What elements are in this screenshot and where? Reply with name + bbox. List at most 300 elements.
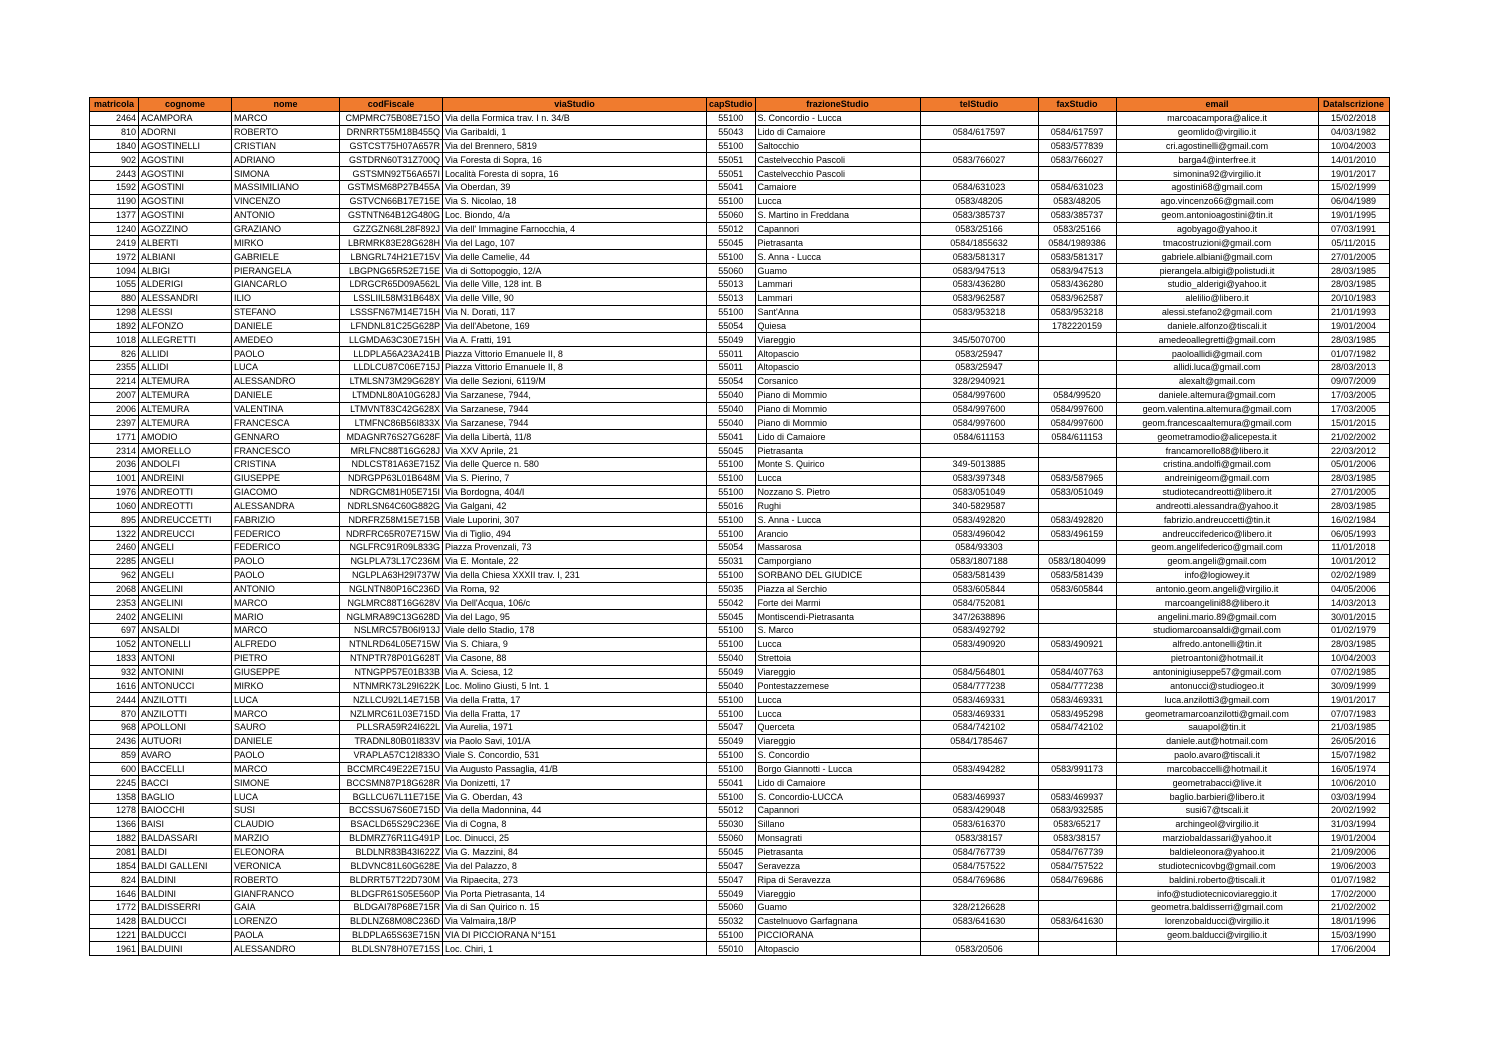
cell-codfiscale[interactable]: PLLSRA59R24I622L	[340, 720, 443, 734]
cell-cognome[interactable]: BALDUCCI	[139, 914, 232, 928]
cell-codfiscale[interactable]: NGLMRA89C13G628D	[340, 610, 443, 624]
cell-dataiscrizione[interactable]: 21/09/2006	[1318, 845, 1389, 859]
cell-frazionestudio[interactable]: Lammari	[755, 277, 920, 291]
cell-frazionestudio[interactable]: Quiesa	[755, 319, 920, 333]
cell-viastudio[interactable]: Via Ripaecita, 273	[443, 873, 707, 887]
cell-codfiscale[interactable]: BLDLSN78H07E715S	[340, 942, 443, 956]
cell-capstudio[interactable]: 55054	[707, 319, 756, 333]
cell-faxstudio[interactable]	[1038, 361, 1116, 375]
cell-nome[interactable]: PAOLO	[232, 347, 340, 361]
cell-nome[interactable]: GIANCARLO	[232, 277, 340, 291]
cell-frazionestudio[interactable]: Pietrasanta	[755, 236, 920, 250]
cell-capstudio[interactable]: 55040	[707, 651, 756, 665]
cell-matricola[interactable]: 1060	[90, 499, 139, 513]
cell-dataiscrizione[interactable]: 19/01/2017	[1318, 167, 1389, 181]
cell-nome[interactable]: GIACOMO	[232, 485, 340, 499]
cell-codfiscale[interactable]: NGLPLA63H29I737W	[340, 568, 443, 582]
cell-nome[interactable]: VALENTINA	[232, 402, 340, 416]
cell-matricola[interactable]: 902	[90, 153, 139, 167]
cell-email[interactable]: alessi.stefano2@gmail.com	[1116, 305, 1318, 319]
cell-nome[interactable]: LUCA	[232, 790, 340, 804]
cell-viastudio[interactable]: Via Sarzanese, 7944	[443, 416, 707, 430]
cell-faxstudio[interactable]: 0583/953218	[1038, 305, 1116, 319]
cell-telstudio[interactable]: 0584/997600	[920, 388, 1038, 402]
cell-nome[interactable]: MASSIMILIANO	[232, 181, 340, 195]
cell-faxstudio[interactable]	[1038, 624, 1116, 638]
cell-telstudio[interactable]: 345/5070700	[920, 333, 1038, 347]
cell-matricola[interactable]: 2007	[90, 388, 139, 402]
cell-nome[interactable]: PIETRO	[232, 651, 340, 665]
cell-viastudio[interactable]: Via della Fratta, 17	[443, 707, 707, 721]
cell-nome[interactable]: DANIELE	[232, 734, 340, 748]
cell-dataiscrizione[interactable]: 02/02/1989	[1318, 568, 1389, 582]
cell-faxstudio[interactable]: 1782220159	[1038, 319, 1116, 333]
cell-frazionestudio[interactable]: SORBANO DEL GIUDICE	[755, 568, 920, 582]
cell-codfiscale[interactable]: LDRGCR65D09A562L	[340, 277, 443, 291]
cell-telstudio[interactable]: 0584/752081	[920, 596, 1038, 610]
cell-frazionestudio[interactable]: Lucca	[755, 471, 920, 485]
cell-dataiscrizione[interactable]: 28/03/1985	[1318, 471, 1389, 485]
cell-cognome[interactable]: AGOSTINI	[139, 208, 232, 222]
cell-telstudio[interactable]	[920, 111, 1038, 125]
cell-dataiscrizione[interactable]: 07/02/1985	[1318, 665, 1389, 679]
cell-viastudio[interactable]: Via Dell'Acqua, 106/c	[443, 596, 707, 610]
cell-cognome[interactable]: ANDREUCCETTI	[139, 513, 232, 527]
cell-matricola[interactable]: 810	[90, 125, 139, 139]
cell-codfiscale[interactable]: NDRFRZ58M15E715B	[340, 513, 443, 527]
cell-faxstudio[interactable]: 0583/962587	[1038, 291, 1116, 305]
cell-frazionestudio[interactable]: Pietrasanta	[755, 444, 920, 458]
cell-cognome[interactable]: BACCI	[139, 776, 232, 790]
cell-viastudio[interactable]: via Paolo Savi, 101/A	[443, 734, 707, 748]
cell-viastudio[interactable]: Via di Cogna, 8	[443, 817, 707, 831]
cell-codfiscale[interactable]: NDRFRC65R07E715W	[340, 527, 443, 541]
cell-cognome[interactable]: ADORNI	[139, 125, 232, 139]
cell-viastudio[interactable]: Viale dello Stadio, 178	[443, 624, 707, 638]
cell-frazionestudio[interactable]: Guamo	[755, 900, 920, 914]
cell-matricola[interactable]: 1377	[90, 208, 139, 222]
cell-codfiscale[interactable]: NTNMRK73L29I622K	[340, 679, 443, 693]
cell-email[interactable]: paolo.avaro@tiscali.it	[1116, 748, 1318, 762]
cell-faxstudio[interactable]: 0583/495298	[1038, 707, 1116, 721]
cell-frazionestudio[interactable]: Castelvecchio Pascoli	[755, 167, 920, 181]
cell-matricola[interactable]: 1854	[90, 859, 139, 873]
cell-email[interactable]: alexalt@gmail.com	[1116, 374, 1318, 388]
cell-nome[interactable]: MIRKO	[232, 679, 340, 693]
cell-telstudio[interactable]: 0583/20506	[920, 942, 1038, 956]
cell-frazionestudio[interactable]: Corsanico	[755, 374, 920, 388]
cell-capstudio[interactable]: 55047	[707, 859, 756, 873]
cell-viastudio[interactable]: Via dell' Immagine Farnocchia, 4	[443, 222, 707, 236]
cell-dataiscrizione[interactable]: 15/03/1990	[1318, 928, 1389, 942]
cell-viastudio[interactable]: Via Galgani, 42	[443, 499, 707, 513]
cell-nome[interactable]: SUSI	[232, 804, 340, 818]
cell-telstudio[interactable]: 0583/953218	[920, 305, 1038, 319]
cell-email[interactable]: susi67@tscali.it	[1116, 804, 1318, 818]
cell-email[interactable]: geom.angeli@gmail.com	[1116, 554, 1318, 568]
cell-telstudio[interactable]: 0584/1855632	[920, 236, 1038, 250]
cell-viastudio[interactable]: Via della Fratta, 17	[443, 693, 707, 707]
cell-codfiscale[interactable]: LTMVNT83C42G628X	[340, 402, 443, 416]
cell-faxstudio[interactable]: 0583/947513	[1038, 264, 1116, 278]
cell-dataiscrizione[interactable]: 06/04/1989	[1318, 194, 1389, 208]
cell-capstudio[interactable]: 55010	[707, 942, 756, 956]
cell-cognome[interactable]: ANGELINI	[139, 582, 232, 596]
cell-codfiscale[interactable]: NGLFRC91R09L833G	[340, 541, 443, 555]
cell-email[interactable]: antonio.geom.angeli@virgilio.it	[1116, 582, 1318, 596]
cell-faxstudio[interactable]: 0584/742102	[1038, 720, 1116, 734]
cell-telstudio[interactable]	[920, 319, 1038, 333]
cell-matricola[interactable]: 870	[90, 707, 139, 721]
col-header-codfiscale[interactable]: codFiscale	[340, 98, 443, 112]
cell-capstudio[interactable]: 55011	[707, 361, 756, 375]
cell-cognome[interactable]: ALTEMURA	[139, 388, 232, 402]
cell-faxstudio[interactable]: 0584/997600	[1038, 402, 1116, 416]
cell-viastudio[interactable]: Via S. Pierino, 7	[443, 471, 707, 485]
cell-matricola[interactable]: 962	[90, 568, 139, 582]
cell-viastudio[interactable]: Via della Chiesa XXXII trav. I, 231	[443, 568, 707, 582]
cell-codfiscale[interactable]: LTMDNL80A10G628J	[340, 388, 443, 402]
cell-cognome[interactable]: BAIOCCHI	[139, 804, 232, 818]
col-header-frazionestudio[interactable]: frazioneStudio	[755, 98, 920, 112]
cell-codfiscale[interactable]: GSTSMN92T56A657I	[340, 167, 443, 181]
col-header-email[interactable]: email	[1116, 98, 1318, 112]
cell-codfiscale[interactable]: BLDGFR61S05E560P	[340, 887, 443, 901]
cell-faxstudio[interactable]: 0583/469937	[1038, 790, 1116, 804]
cell-telstudio[interactable]: 0584/631023	[920, 181, 1038, 195]
cell-email[interactable]: marcoangelini88@libero.it	[1116, 596, 1318, 610]
cell-telstudio[interactable]: 0584/997600	[920, 416, 1038, 430]
cell-telstudio[interactable]	[920, 928, 1038, 942]
cell-capstudio[interactable]: 55035	[707, 582, 756, 596]
cell-faxstudio[interactable]	[1038, 596, 1116, 610]
cell-capstudio[interactable]: 55041	[707, 181, 756, 195]
cell-frazionestudio[interactable]: Rughi	[755, 499, 920, 513]
cell-matricola[interactable]: 1976	[90, 485, 139, 499]
cell-nome[interactable]: GRAZIANO	[232, 222, 340, 236]
cell-dataiscrizione[interactable]: 04/05/2006	[1318, 582, 1389, 596]
cell-email[interactable]: info@studiotecnicoviareggio.it	[1116, 887, 1318, 901]
cell-viastudio[interactable]: Via G. Mazzini, 84	[443, 845, 707, 859]
col-header-telstudio[interactable]: telStudio	[920, 98, 1038, 112]
cell-frazionestudio[interactable]: Viareggio	[755, 665, 920, 679]
cell-dataiscrizione[interactable]: 26/05/2016	[1318, 734, 1389, 748]
cell-cognome[interactable]: ANGELI	[139, 554, 232, 568]
cell-codfiscale[interactable]: LTMLSN73M29G628Y	[340, 374, 443, 388]
cell-capstudio[interactable]: 55040	[707, 388, 756, 402]
cell-faxstudio[interactable]: 0583/605844	[1038, 582, 1116, 596]
cell-telstudio[interactable]: 0583/436280	[920, 277, 1038, 291]
cell-matricola[interactable]: 2402	[90, 610, 139, 624]
cell-codfiscale[interactable]: NTNLRD64L05E715W	[340, 637, 443, 651]
cell-matricola[interactable]: 1892	[90, 319, 139, 333]
cell-capstudio[interactable]: 55045	[707, 610, 756, 624]
cell-email[interactable]: geomlido@virgilio.it	[1116, 125, 1318, 139]
cell-dataiscrizione[interactable]: 10/06/2010	[1318, 776, 1389, 790]
cell-capstudio[interactable]: 55016	[707, 499, 756, 513]
cell-capstudio[interactable]: 55060	[707, 900, 756, 914]
cell-codfiscale[interactable]: LSSSFN67M14E715H	[340, 305, 443, 319]
cell-nome[interactable]: GENNARO	[232, 430, 340, 444]
cell-faxstudio[interactable]: 0584/757522	[1038, 859, 1116, 873]
cell-nome[interactable]: MARCO	[232, 762, 340, 776]
cell-nome[interactable]: PAOLO	[232, 554, 340, 568]
cell-telstudio[interactable]: 0584/767739	[920, 845, 1038, 859]
col-header-cognome[interactable]: cognome	[139, 98, 232, 112]
cell-email[interactable]: studiotecandreotti@libero.it	[1116, 485, 1318, 499]
cell-frazionestudio[interactable]: Massarosa	[755, 541, 920, 555]
cell-codfiscale[interactable]: LTMFNC86B56I833X	[340, 416, 443, 430]
cell-faxstudio[interactable]	[1038, 111, 1116, 125]
cell-viastudio[interactable]: Via Foresta di Sopra, 16	[443, 153, 707, 167]
cell-faxstudio[interactable]: 0583/65217	[1038, 817, 1116, 831]
cell-dataiscrizione[interactable]: 15/01/2015	[1318, 416, 1389, 430]
cell-viastudio[interactable]: Via del Lago, 107	[443, 236, 707, 250]
cell-nome[interactable]: GIANFRANCO	[232, 887, 340, 901]
cell-nome[interactable]: ELEONORA	[232, 845, 340, 859]
cell-capstudio[interactable]: 55100	[707, 513, 756, 527]
cell-faxstudio[interactable]: 0583/38157	[1038, 831, 1116, 845]
col-header-faxstudio[interactable]: faxStudio	[1038, 98, 1116, 112]
col-header-viastudio[interactable]: viaStudio	[443, 98, 707, 112]
cell-faxstudio[interactable]: 0584/777238	[1038, 679, 1116, 693]
cell-frazionestudio[interactable]: Capannori	[755, 804, 920, 818]
cell-dataiscrizione[interactable]: 18/01/1996	[1318, 914, 1389, 928]
cell-email[interactable]: pietroantoni@hotmail.it	[1116, 651, 1318, 665]
cell-viastudio[interactable]: Via delle Ville, 128 int. B	[443, 277, 707, 291]
cell-faxstudio[interactable]	[1038, 900, 1116, 914]
cell-viastudio[interactable]: Via Sarzanese, 7944,	[443, 388, 707, 402]
cell-email[interactable]: geom.antonioagostini@tin.it	[1116, 208, 1318, 222]
cell-frazionestudio[interactable]: Viareggio	[755, 333, 920, 347]
cell-viastudio[interactable]: Via di Sottopoggio, 12/A	[443, 264, 707, 278]
cell-faxstudio[interactable]: 0583/581439	[1038, 568, 1116, 582]
cell-frazionestudio[interactable]: Pietrasanta	[755, 845, 920, 859]
cell-cognome[interactable]: ALDERIGI	[139, 277, 232, 291]
cell-nome[interactable]: MARIO	[232, 610, 340, 624]
cell-cognome[interactable]: ANDREOTTI	[139, 485, 232, 499]
cell-email[interactable]: luca.anzilotti3@gmail.com	[1116, 693, 1318, 707]
cell-capstudio[interactable]: 55049	[707, 333, 756, 347]
cell-viastudio[interactable]: Via A. Fratti, 191	[443, 333, 707, 347]
cell-capstudio[interactable]: 55040	[707, 416, 756, 430]
cell-dataiscrizione[interactable]: 30/01/2015	[1318, 610, 1389, 624]
cell-faxstudio[interactable]	[1038, 457, 1116, 471]
cell-frazionestudio[interactable]: Altopascio	[755, 942, 920, 956]
cell-capstudio[interactable]: 55041	[707, 776, 756, 790]
cell-viastudio[interactable]: Via della Madonnina, 44	[443, 804, 707, 818]
cell-nome[interactable]: STEFANO	[232, 305, 340, 319]
cell-email[interactable]: geom.valentina.altemura@gmail.com	[1116, 402, 1318, 416]
cell-matricola[interactable]: 1240	[90, 222, 139, 236]
cell-faxstudio[interactable]: 0584/407763	[1038, 665, 1116, 679]
cell-cognome[interactable]: ANTONINI	[139, 665, 232, 679]
cell-cognome[interactable]: ANTONELLI	[139, 637, 232, 651]
cell-capstudio[interactable]: 55041	[707, 430, 756, 444]
cell-telstudio[interactable]	[920, 776, 1038, 790]
cell-email[interactable]: studio_alderigi@yahoo.it	[1116, 277, 1318, 291]
cell-dataiscrizione[interactable]: 17/06/2004	[1318, 942, 1389, 956]
cell-capstudio[interactable]: 55051	[707, 167, 756, 181]
cell-matricola[interactable]: 968	[90, 720, 139, 734]
cell-email[interactable]: simonina92@virgilio.it	[1116, 167, 1318, 181]
cell-dataiscrizione[interactable]: 07/03/1991	[1318, 222, 1389, 236]
cell-codfiscale[interactable]: DRNRRT55M18B455Q	[340, 125, 443, 139]
cell-codfiscale[interactable]: LBGPNG65R52E715E	[340, 264, 443, 278]
cell-faxstudio[interactable]: 0583/436280	[1038, 277, 1116, 291]
cell-matricola[interactable]: 2443	[90, 167, 139, 181]
cell-nome[interactable]: PIERANGELA	[232, 264, 340, 278]
cell-frazionestudio[interactable]: Viareggio	[755, 734, 920, 748]
cell-matricola[interactable]: 1018	[90, 333, 139, 347]
cell-frazionestudio[interactable]: Piazza al Serchio	[755, 582, 920, 596]
cell-cognome[interactable]: AGOSTINELLI	[139, 139, 232, 153]
cell-capstudio[interactable]: 55100	[707, 637, 756, 651]
cell-email[interactable]: studiomarcoansaldi@gmail.com	[1116, 624, 1318, 638]
cell-frazionestudio[interactable]: Monsagrati	[755, 831, 920, 845]
cell-dataiscrizione[interactable]: 16/02/1984	[1318, 513, 1389, 527]
cell-faxstudio[interactable]	[1038, 942, 1116, 956]
cell-telstudio[interactable]: 0583/48205	[920, 194, 1038, 208]
cell-nome[interactable]: DANIELE	[232, 388, 340, 402]
cell-matricola[interactable]: 2397	[90, 416, 139, 430]
cell-matricola[interactable]: 2214	[90, 374, 139, 388]
cell-frazionestudio[interactable]: Pontestazzemese	[755, 679, 920, 693]
cell-email[interactable]: baglio.barbieri@libero.it	[1116, 790, 1318, 804]
cell-frazionestudio[interactable]: Piano di Mommio	[755, 388, 920, 402]
cell-telstudio[interactable]	[920, 651, 1038, 665]
cell-matricola[interactable]: 2353	[90, 596, 139, 610]
cell-email[interactable]: allidi.luca@gmail.com	[1116, 361, 1318, 375]
cell-capstudio[interactable]: 55100	[707, 194, 756, 208]
cell-dataiscrizione[interactable]: 22/03/2012	[1318, 444, 1389, 458]
cell-frazionestudio[interactable]: Castelvecchio Pascoli	[755, 153, 920, 167]
cell-viastudio[interactable]: Via Garibaldi, 1	[443, 125, 707, 139]
cell-faxstudio[interactable]	[1038, 748, 1116, 762]
cell-telstudio[interactable]	[920, 167, 1038, 181]
cell-frazionestudio[interactable]: Lido di Camaiore	[755, 776, 920, 790]
cell-telstudio[interactable]	[920, 444, 1038, 458]
cell-cognome[interactable]: BALDINI	[139, 873, 232, 887]
cell-faxstudio[interactable]	[1038, 167, 1116, 181]
cell-dataiscrizione[interactable]: 19/01/2004	[1318, 319, 1389, 333]
cell-cognome[interactable]: BALDINI	[139, 887, 232, 901]
cell-viastudio[interactable]: Via dell'Abetone, 169	[443, 319, 707, 333]
cell-frazionestudio[interactable]: Lammari	[755, 291, 920, 305]
cell-nome[interactable]: MARCO	[232, 707, 340, 721]
cell-viastudio[interactable]: Via Augusto Passaglia, 41/B	[443, 762, 707, 776]
cell-faxstudio[interactable]: 0583/469331	[1038, 693, 1116, 707]
cell-dataiscrizione[interactable]: 01/02/1979	[1318, 624, 1389, 638]
cell-frazionestudio[interactable]: S. Concordio	[755, 748, 920, 762]
cell-faxstudio[interactable]: 0583/051049	[1038, 485, 1116, 499]
cell-email[interactable]: fabrizio.andreuccetti@tin.it	[1116, 513, 1318, 527]
cell-matricola[interactable]: 859	[90, 748, 139, 762]
cell-email[interactable]: geom.balducci@virgilio.it	[1116, 928, 1318, 942]
cell-dataiscrizione[interactable]: 14/01/2010	[1318, 153, 1389, 167]
cell-cognome[interactable]: ACAMPORA	[139, 111, 232, 125]
cell-viastudio[interactable]: Via della Libertà, 11/8	[443, 430, 707, 444]
cell-codfiscale[interactable]: GSTDRN60T31Z700Q	[340, 153, 443, 167]
cell-dataiscrizione[interactable]: 21/02/2002	[1318, 900, 1389, 914]
cell-nome[interactable]: ALESSANDRO	[232, 942, 340, 956]
cell-email[interactable]: barga4@interfree.it	[1116, 153, 1318, 167]
cell-email[interactable]: ago.vincenzo66@gmail.com	[1116, 194, 1318, 208]
cell-dataiscrizione[interactable]: 09/07/2009	[1318, 374, 1389, 388]
cell-email[interactable]: alelilio@libero.it	[1116, 291, 1318, 305]
cell-email[interactable]: cristina.andolfi@gmail.com	[1116, 457, 1318, 471]
cell-capstudio[interactable]: 55100	[707, 485, 756, 499]
cell-codfiscale[interactable]: NGLNTN80P16C236D	[340, 582, 443, 596]
cell-codfiscale[interactable]: BLDLNR83B43I622Z	[340, 845, 443, 859]
cell-codfiscale[interactable]: NZLLCU92L14E715B	[340, 693, 443, 707]
cell-frazionestudio[interactable]: PICCIORANA	[755, 928, 920, 942]
cell-capstudio[interactable]: 55100	[707, 693, 756, 707]
cell-viastudio[interactable]: Località Foresta di sopra, 16	[443, 167, 707, 181]
cell-nome[interactable]: PAOLA	[232, 928, 340, 942]
cell-telstudio[interactable]: 0583/581439	[920, 568, 1038, 582]
cell-faxstudio[interactable]: 0583/496159	[1038, 527, 1116, 541]
cell-faxstudio[interactable]	[1038, 444, 1116, 458]
cell-frazionestudio[interactable]: S. Anna - Lucca	[755, 250, 920, 264]
cell-dataiscrizione[interactable]: 31/03/1994	[1318, 817, 1389, 831]
cell-telstudio[interactable]: 0583/469331	[920, 707, 1038, 721]
cell-viastudio[interactable]: Via delle Camelie, 44	[443, 250, 707, 264]
cell-frazionestudio[interactable]: Monte S. Quirico	[755, 457, 920, 471]
cell-capstudio[interactable]: 55049	[707, 665, 756, 679]
cell-codfiscale[interactable]: LSSLIIL58M31B648X	[340, 291, 443, 305]
cell-email[interactable]: geometramarcoanzilotti@gmail.com	[1116, 707, 1318, 721]
cell-telstudio[interactable]: 328/2940921	[920, 374, 1038, 388]
cell-nome[interactable]: AMEDEO	[232, 333, 340, 347]
cell-capstudio[interactable]: 55100	[707, 250, 756, 264]
cell-email[interactable]: geometramodio@alicepesta.it	[1116, 430, 1318, 444]
cell-telstudio[interactable]: 0583/962587	[920, 291, 1038, 305]
cell-frazionestudio[interactable]: Querceta	[755, 720, 920, 734]
cell-email[interactable]: tmacostruzioni@gmail.com	[1116, 236, 1318, 250]
cell-capstudio[interactable]: 55100	[707, 111, 756, 125]
cell-telstudio[interactable]	[920, 139, 1038, 153]
cell-faxstudio[interactable]: 0584/617597	[1038, 125, 1116, 139]
cell-faxstudio[interactable]	[1038, 333, 1116, 347]
cell-frazionestudio[interactable]: Lucca	[755, 693, 920, 707]
cell-capstudio[interactable]: 55060	[707, 831, 756, 845]
cell-faxstudio[interactable]: 0584/1989386	[1038, 236, 1116, 250]
cell-dataiscrizione[interactable]: 19/01/2017	[1318, 693, 1389, 707]
cell-faxstudio[interactable]: 0584/631023	[1038, 181, 1116, 195]
cell-nome[interactable]: LUCA	[232, 361, 340, 375]
cell-viastudio[interactable]: Loc. Molino Giusti, 5 Int. 1	[443, 679, 707, 693]
cell-codfiscale[interactable]: NGLMRC88T16G628V	[340, 596, 443, 610]
cell-capstudio[interactable]: 55054	[707, 541, 756, 555]
cell-frazionestudio[interactable]: Borgo Giannotti - Lucca	[755, 762, 920, 776]
cell-capstudio[interactable]: 55049	[707, 887, 756, 901]
cell-capstudio[interactable]: 55100	[707, 305, 756, 319]
cell-nome[interactable]: SIMONA	[232, 167, 340, 181]
cell-telstudio[interactable]: 0583/494282	[920, 762, 1038, 776]
cell-capstudio[interactable]: 55100	[707, 707, 756, 721]
cell-matricola[interactable]: 2444	[90, 693, 139, 707]
cell-nome[interactable]: ANTONIO	[232, 582, 340, 596]
cell-viastudio[interactable]: Via delle Sezioni, 6119/M	[443, 374, 707, 388]
cell-matricola[interactable]: 2245	[90, 776, 139, 790]
cell-telstudio[interactable]: 0583/947513	[920, 264, 1038, 278]
cell-nome[interactable]: MIRKO	[232, 236, 340, 250]
cell-dataiscrizione[interactable]: 01/07/1982	[1318, 347, 1389, 361]
cell-dataiscrizione[interactable]: 28/03/1985	[1318, 499, 1389, 513]
cell-email[interactable]: gabriele.albiani@gmail.com	[1116, 250, 1318, 264]
cell-codfiscale[interactable]: LLGMDA63C30E715H	[340, 333, 443, 347]
